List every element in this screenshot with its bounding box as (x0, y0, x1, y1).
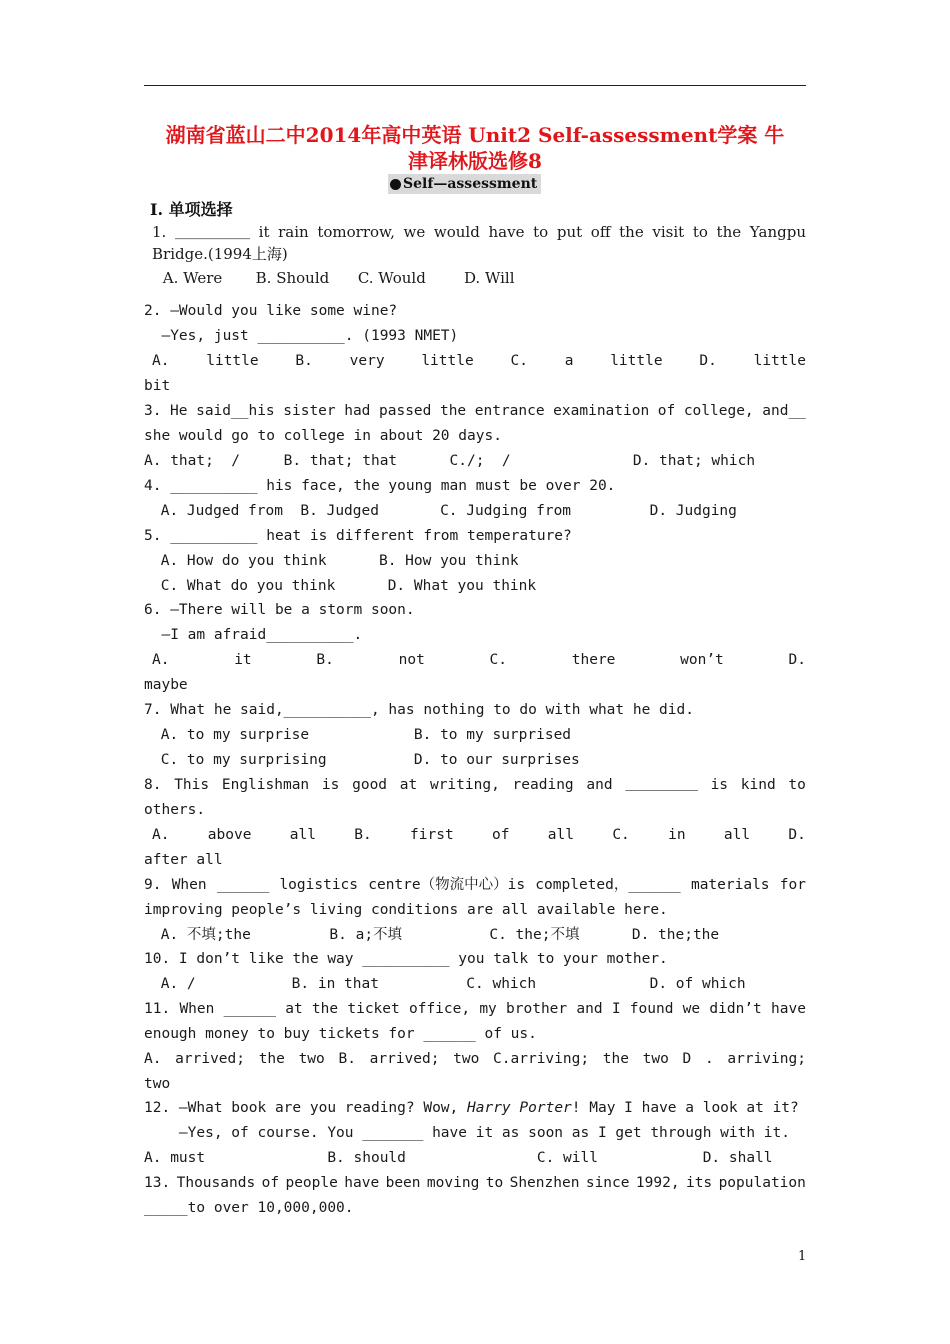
question-line: A. How do you think B. How you think (152, 553, 519, 569)
question-line: A. to my surprise B. to my surprised (152, 727, 572, 743)
question-line: two (144, 1076, 171, 1092)
question-line: A. 不填;the B. a;不填 C. the;不填 D. the;the (152, 927, 720, 943)
question-line: Bridge.(1994上海) (152, 245, 288, 263)
question-line: improving people’s living conditions are all available here. (144, 902, 668, 918)
question-line: enough money to buy tickets for ______ of us. (144, 1026, 537, 1042)
question-line: _____to over 10,000,000. (144, 1200, 354, 1216)
page-number: 1 (798, 1249, 807, 1264)
question-line: 8. This Englishman is good at writing, reading and ＿＿＿＿＿ is kind to (144, 777, 806, 793)
document-title (140, 122, 810, 174)
question-line: others. (144, 802, 206, 818)
question-line: —Yes, of course. You _______ have it as soon as I get through with it. (144, 1125, 791, 1141)
question-line: C. to my surprising D. to our surprises (152, 752, 580, 768)
question-line: she would go to college in about 20 days. (144, 428, 502, 444)
question-line: A. arrived; the two B. arrived; two C.arriving; the two D . arriving; (144, 1051, 806, 1067)
section-heading: I. 单项选择 (150, 200, 233, 219)
question-line: —I am afraid__________. (144, 627, 363, 643)
question-line: 1. ＿＿＿＿＿ it rain tomorrow, we would have to put off the visit to the Yangpu (152, 223, 806, 241)
question-line: A. above all B. first of all C. in all D. (152, 827, 806, 843)
question-line: 10. I don’t like the way __________ you talk to your mother. (144, 951, 668, 967)
question-line: 12. —What book are you reading? Wow, Harry Porter! May I have a look at it? (144, 1100, 799, 1116)
question-line: A. little B. very little C. a little D. little (152, 353, 806, 369)
book-title: Harry Porter (467, 1100, 572, 1116)
question-line: 9. When ______ logistics centre（物流中心）is completed，______ materials for (144, 877, 806, 893)
question-line: A. / B. in that C. which D. of which (152, 976, 746, 992)
question-line: bit (144, 378, 171, 394)
question-line: 13. Thousands of people have been moving to Shenzhen since 1992, its population (144, 1175, 806, 1191)
question-line: maybe (144, 677, 188, 693)
question-line: A. that; / B. that; that C./; / D. that; which (144, 453, 756, 469)
question-line: 3. He said__his sister had passed the entrance examination of college, and__ (144, 403, 806, 419)
question-line: 5. __________ heat is different from temperature? (144, 528, 572, 544)
subtitle-banner (388, 174, 541, 194)
question-line: A. must B. should C. will D. shall (144, 1150, 773, 1166)
question-line: 4. __________ his face, the young man must be over 20. (144, 478, 616, 494)
title-line-2: 津译林版选修8 (408, 149, 542, 173)
question-line: 6. —There will be a storm soon. (144, 602, 415, 618)
question-line: C. What do you think D. What you think (152, 578, 537, 594)
title-line-1: 湖南省蓝山二中2014年高中英语 Unit2 Self-assessment学案 牛 (165, 123, 785, 147)
question-line: after all (144, 852, 223, 868)
question-line: A. Were B. Should C. Would D. Will (158, 269, 515, 287)
question-line: A. Judged from B. Judged C. Judging from D. Judging (152, 503, 737, 519)
subtitle: Self—assessment (403, 176, 538, 192)
question-line: 2. —Would you like some wine? (144, 303, 398, 319)
bullet-icon (390, 179, 401, 190)
header-rule (144, 85, 806, 86)
question-line: —Yes, just __________. (1993 NMET) (144, 328, 459, 344)
question-line: 7. What he said,__________, has nothing to do with what he did. (144, 702, 694, 718)
question-line: 11. When ______ at the ticket office, my brother and I found we didn’t have (144, 1001, 806, 1017)
question-line: A. it B. not C. there won’t D. (152, 652, 806, 668)
